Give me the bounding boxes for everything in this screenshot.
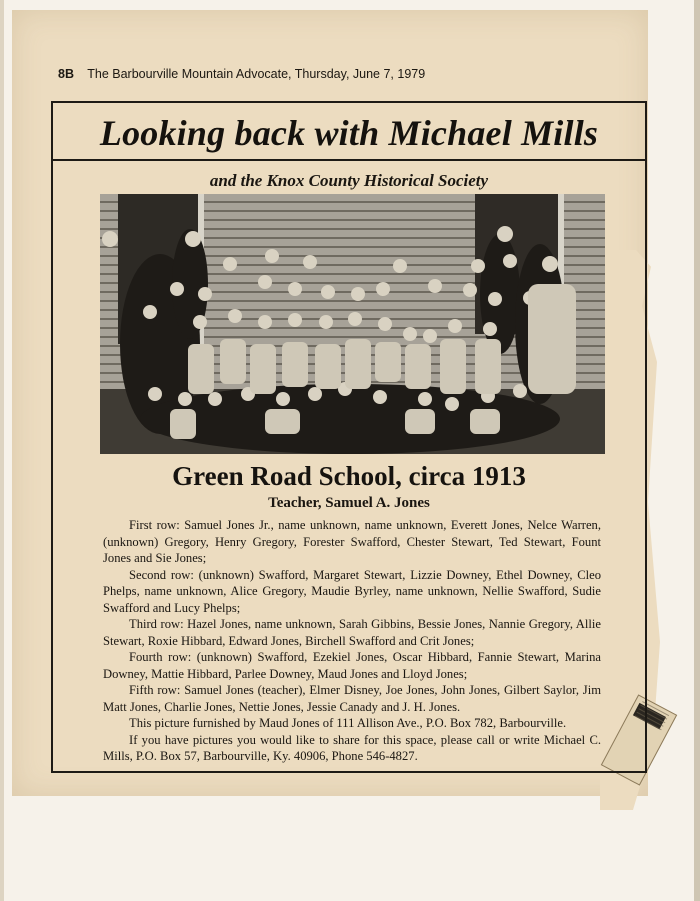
page-number: 8B — [58, 67, 74, 81]
photo-caption-title: Green Road School, circa 1913 — [172, 461, 526, 491]
article-box — [51, 101, 647, 773]
article-subhead: and the Knox County Historical Society — [209, 171, 489, 190]
paragraph-first-row: First row: Samuel Jones Jr., name unknown, name unknown, Everett Jones, Nelce Warren, (unknown) Gregory, Henry Gregory, Forester Swafford, Chester Stewart, Ted Stewart, Fount Jones and Sie Jones; — [103, 518, 601, 565]
school-group-photo — [100, 194, 605, 454]
paragraph-contact: If you have pictures you would like to share for this space, please call or write Michael C. Mills, P.O. Box 57, Barbourville, Ky. 40906, Phone 546-4827. — [103, 732, 601, 763]
paragraph-fifth-row: Fifth row: Samuel Jones (teacher), Elmer Disney, Joe Jones, John Jones, Gilbert Saylor, Jim Matt Jones, Charlie Jones, Nettie Jones, Jessie Canady and J. H. Jones. — [103, 683, 601, 714]
newspaper-header — [58, 67, 425, 81]
paragraph-credit: This picture furnished by Maud Jones of 111 Allison Ave., P.O. Box 782, Barbourville. — [129, 716, 567, 730]
title-divider — [53, 159, 645, 161]
paragraph-second-row: Second row: (unknown) Swafford, Margaret Stewart, Lizzie Downey, Ethel Downey, Cleo Phelps, name unknown, Alice Gregory, Maudie Byrley, name unknown, Nellie Swafford, Sudie Swafford and Lucy Phelps; — [103, 567, 601, 615]
publication-line: The Barbourville Mountain Advocate, Thursday, June 7, 1979 — [87, 67, 426, 81]
article-body — [103, 517, 601, 765]
article-headline: Looking back with Michael Mills — [99, 113, 599, 153]
bottom-divider — [53, 771, 645, 773]
paragraph-third-row: Third row: Hazel Jones, name unknown, Sarah Gibbins, Bessie Jones, Nannie Gregory, Allie Stewart, Roxie Hibbard, Edward Jones, Birchell Swafford and Crit Jones; — [103, 617, 601, 648]
paragraph-fourth-row: Fourth row: (unknown) Swafford, Ezekiel Jones, Oscar Hibbard, Fannie Stewart, Marina Downey, Mattie Hibbard, Parlee Downey, Maud Jones and Lloyd Jones; — [103, 650, 601, 681]
photo-caption-subtitle: Teacher, Samuel A. Jones — [268, 495, 430, 511]
